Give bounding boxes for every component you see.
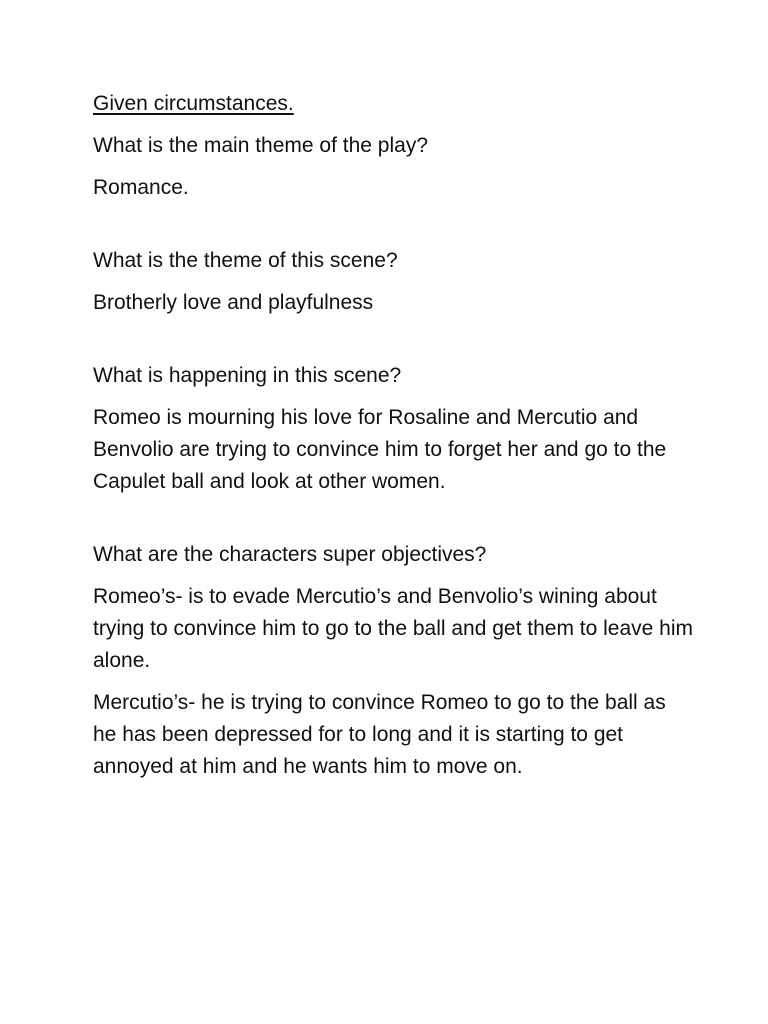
- answer-mercutio-objective: Mercutio’s- he is trying to convince Romeo to go to the ball as he has been depressed for to long and it is starting to get annoyed at him and he wants him to move on.: [93, 691, 666, 778]
- answer-scene-events: Romeo is mourning his love for Rosaline and Mercutio and Benvolio are trying to convince him to forget her and go to the Capulet ball and look at other women.: [93, 406, 667, 493]
- question-main-theme: What is the main theme of the play?: [93, 134, 429, 157]
- question-scene-theme: What is the theme of this scene?: [93, 249, 398, 272]
- answer-romeo-objective: Romeo’s- is to evade Mercutio’s and Benvolio’s wining about trying to convince him to go to the ball and get them to leave him alone.: [93, 585, 694, 672]
- answer-scene-theme: Brotherly love and playfulness: [93, 291, 374, 314]
- question-scene-events: What is happening in this scene?: [93, 364, 402, 387]
- section-heading: Given circumstances.: [93, 92, 294, 115]
- document-body: [93, 88, 693, 793]
- answer-main-theme: Romance.: [93, 176, 189, 199]
- question-super-objectives: What are the characters super objectives?: [93, 543, 487, 566]
